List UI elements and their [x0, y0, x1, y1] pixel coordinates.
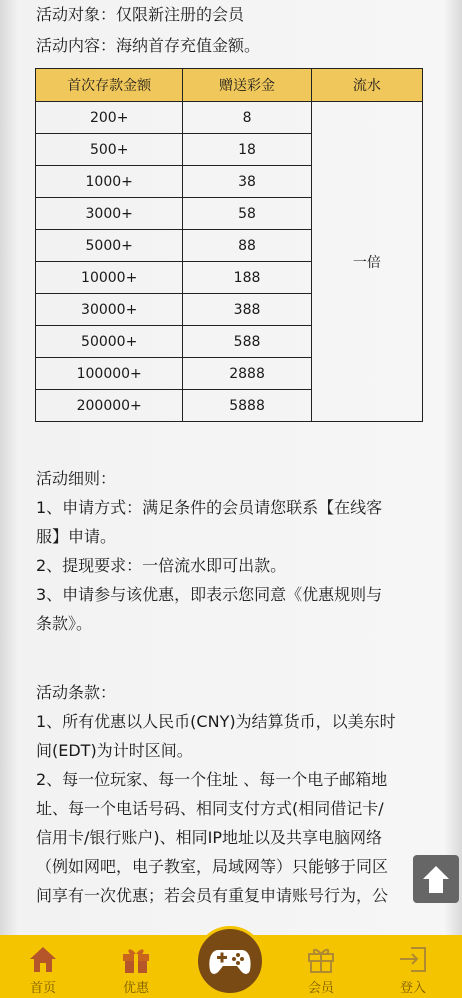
table-header-row [36, 69, 423, 102]
terms-title: 活动条款： [36, 683, 117, 702]
bonus-cell: 38 [183, 166, 311, 198]
tab-home-label: 首页 [29, 981, 56, 996]
login-icon [397, 943, 429, 975]
bonus-cell: 5888 [183, 390, 311, 422]
deposit-cell: 3000+ [36, 198, 183, 230]
gamepad-icon [208, 946, 252, 976]
turnover-cell: 一倍 [311, 102, 422, 422]
terms-item-2d: （例如网吧，电子教室，局域网等）只能够于同区 [36, 857, 389, 876]
bonus-cell: 88 [183, 230, 311, 262]
header-turnover: 流水 [311, 69, 422, 102]
home-icon [27, 943, 59, 975]
table-row [36, 102, 423, 134]
deposit-cell: 100000+ [36, 358, 183, 390]
deposit-cell: 500+ [36, 134, 183, 166]
details-section [36, 464, 426, 638]
tab-promo[interactable] [101, 935, 171, 998]
deposit-cell: 5000+ [36, 230, 183, 262]
terms-section [36, 678, 426, 910]
terms-item-1a: 1、所有优惠以人民币(CNY)为结算货币，以美东时 [36, 712, 396, 731]
header-deposit: 首次存款金额 [36, 69, 183, 102]
details-item-1a: 1、申请方式：满足条件的会员请您联系【在线客 [36, 498, 383, 517]
deposit-cell: 1000+ [36, 166, 183, 198]
game-center-button[interactable] [195, 926, 265, 996]
details-item-1b: 服】申请。 [36, 527, 117, 546]
tab-member[interactable] [286, 935, 356, 998]
deposit-cell: 50000+ [36, 326, 183, 358]
bonus-table [35, 68, 423, 422]
terms-item-2b: 址、每一个电话号码、相同支付方式(相同借记卡/ [36, 799, 384, 818]
details-item-2: 2、提现要求：一倍流水即可出款。 [36, 556, 287, 575]
details-item-3b: 条款》。 [36, 614, 93, 633]
bonus-cell: 58 [183, 198, 311, 230]
scroll-top-button[interactable] [413, 855, 459, 903]
gift-icon [120, 943, 152, 975]
tab-home[interactable] [8, 935, 78, 998]
target-line: 活动对象：仅限新注册的会员 [36, 5, 245, 24]
gift-outline-icon [305, 943, 337, 975]
content-line: 活动内容：海纳首存充值金额。 [36, 36, 261, 55]
tab-login[interactable] [378, 935, 448, 998]
bonus-cell: 388 [183, 294, 311, 326]
bonus-cell: 188 [183, 262, 311, 294]
deposit-cell: 200000+ [36, 390, 183, 422]
deposit-cell: 10000+ [36, 262, 183, 294]
bonus-cell: 8 [183, 102, 311, 134]
tab-login-label: 登入 [399, 981, 426, 996]
tab-promo-label: 优惠 [122, 981, 149, 996]
details-item-3a: 3、申请参与该优惠，即表示您同意《优惠规则与 [36, 585, 383, 604]
bonus-cell: 18 [183, 134, 311, 166]
terms-item-2a: 2、每一位玩家、每一个住址 、每一个电子邮箱地 [36, 770, 388, 789]
terms-item-1b: 间(EDT)为计时区间。 [36, 741, 193, 760]
details-title: 活动细则： [36, 469, 117, 488]
bonus-cell: 588 [183, 326, 311, 358]
deposit-cell: 30000+ [36, 294, 183, 326]
terms-item-2c: 信用卡/银行账户)、相同IP地址以及共享电脑网络 [36, 828, 383, 847]
deposit-cell: 200+ [36, 102, 183, 134]
terms-item-2e: 间享有一次优惠；若会员有重复申请账号行为，公 [36, 886, 389, 905]
header-bonus: 赠送彩金 [183, 69, 311, 102]
arrow-up-icon [421, 863, 451, 895]
tab-member-label: 会员 [307, 981, 334, 996]
bonus-cell: 2888 [183, 358, 311, 390]
